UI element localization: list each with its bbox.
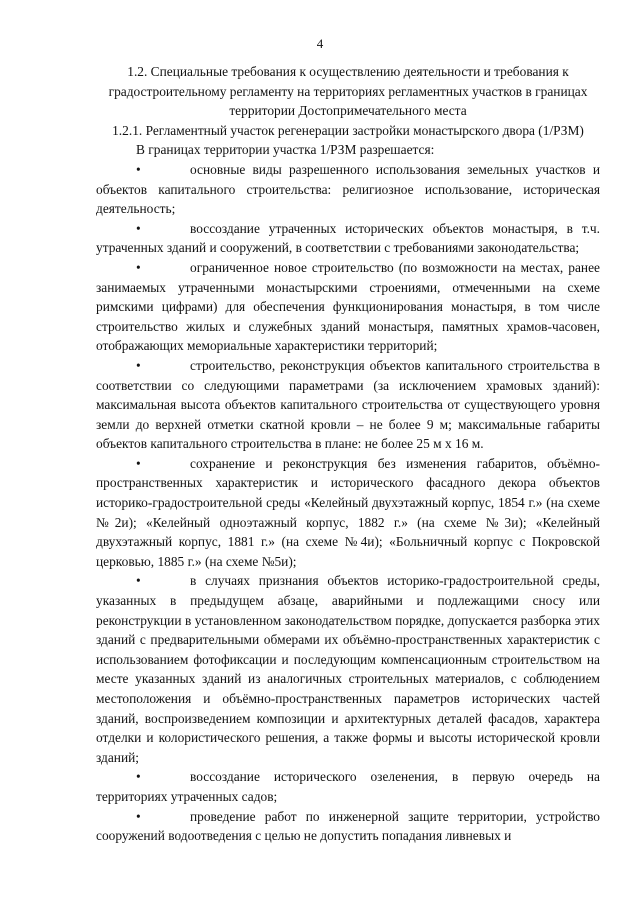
bullet-icon: • [136, 573, 141, 589]
subsection-heading: 1.2.1. Регламентный участок регенерации застройки монастырского двора (1/РЗМ) [112, 122, 584, 138]
list-item [96, 356, 600, 454]
intro-paragraph: В границах территории участка 1/РЗМ разрешается: [136, 142, 435, 158]
list-item-text: ограниченное новое строительство (по возможности на местах, ранее занимаемых утраченными монастырскими строениями, отмеченными на схеме римскими цифрами) для обеспечения функционирования монастыря, в том числе строительство жилых и служебных зданий монастыря, памятных храмов-часовен, отображающих мемориальные характеристики территорий; [96, 259, 600, 354]
list-item-text: сохранение и реконструкция без изменения габаритов, объёмно-пространственных характеристик и исторического фасадного декора объектов историко-градостроительной среды «Келейный двухэтажный корпус, 1854 г.» (на схеме №2и); «Келейный одноэтажный корпус, 1882 г.» (на схеме №3и); «Келейный двухэтажный корпус, 1881 г.» (на схеме №4и); «Больничный корпус с Покровской церковью, 1885 г.» (на схеме №5и); [96, 455, 600, 569]
list-item [96, 571, 600, 767]
bullet-icon: • [136, 259, 141, 275]
requirements-list [96, 160, 600, 846]
list-item-text: строительство, реконструкция объектов капитального строительства в соответствии со следующими параметрами (за исключением храмовых зданий): максимальная высота объектов капитального строительства от существующего уровня земли до верхней отметки скатной кровли – не более 9 м; максимальные габариты объектов капитального строительства в плане: не более 25 м х 16 м. [96, 357, 600, 452]
bullet-icon: • [136, 769, 141, 785]
bullet-icon: • [136, 455, 141, 471]
list-item [96, 219, 600, 258]
page-number: 4 [316, 36, 324, 51]
list-item [96, 767, 600, 806]
list-item-text: воссоздание исторического озеленения, в первую очередь на территориях утраченных садов; [96, 769, 600, 804]
section-heading: 1.2. Специальные требования к осуществлению деятельности и требования к градостроительному регламенту на территориях регламентных участков в границах территории Достопримечательного места [108, 64, 588, 119]
list-item-text: проведение работ по инженерной защите территории, устройство сооружений водоотведения с целью не допустить попадания ливневых и [96, 808, 600, 844]
list-item-text: основные виды разрешенного использования земельных участков и объектов капитального строительства: религиозное использование, историческая деятельность; [96, 161, 600, 217]
bullet-icon: • [136, 808, 141, 824]
list-item [96, 160, 600, 219]
list-item [96, 807, 600, 846]
bullet-icon: • [136, 220, 141, 236]
bullet-icon: • [136, 161, 141, 177]
list-item [96, 454, 600, 572]
document-body [96, 62, 600, 846]
list-item-text: в случаях признания объектов историко-градостроительной среды, указанных в предыдущем абзаце, аварийными и подлежащими сносу или реконструкции в установленном законодательством порядке, допускается разборка этих зданий с предварительными обмерами их объёмно-пространственных характеристик с использованием фотофиксации и последующим компенсационным строительством на месте указанных зданий из аналогичных строительных материалов, с соблюдением местоположения и объёмно-пространственных параметров исторических частей зданий, воспроизведением композиции и архитектурных деталей фасадов, характера отделки и колористического решения, а также формы и высоты исторической кровли зданий; [96, 573, 600, 765]
bullet-icon: • [136, 357, 141, 373]
list-item [96, 258, 600, 356]
list-item-text: воссоздание утраченных исторических объектов монастыря, в т.ч. утраченных зданий и сооружений, в соответствии с требованиями законодательства; [96, 220, 600, 256]
